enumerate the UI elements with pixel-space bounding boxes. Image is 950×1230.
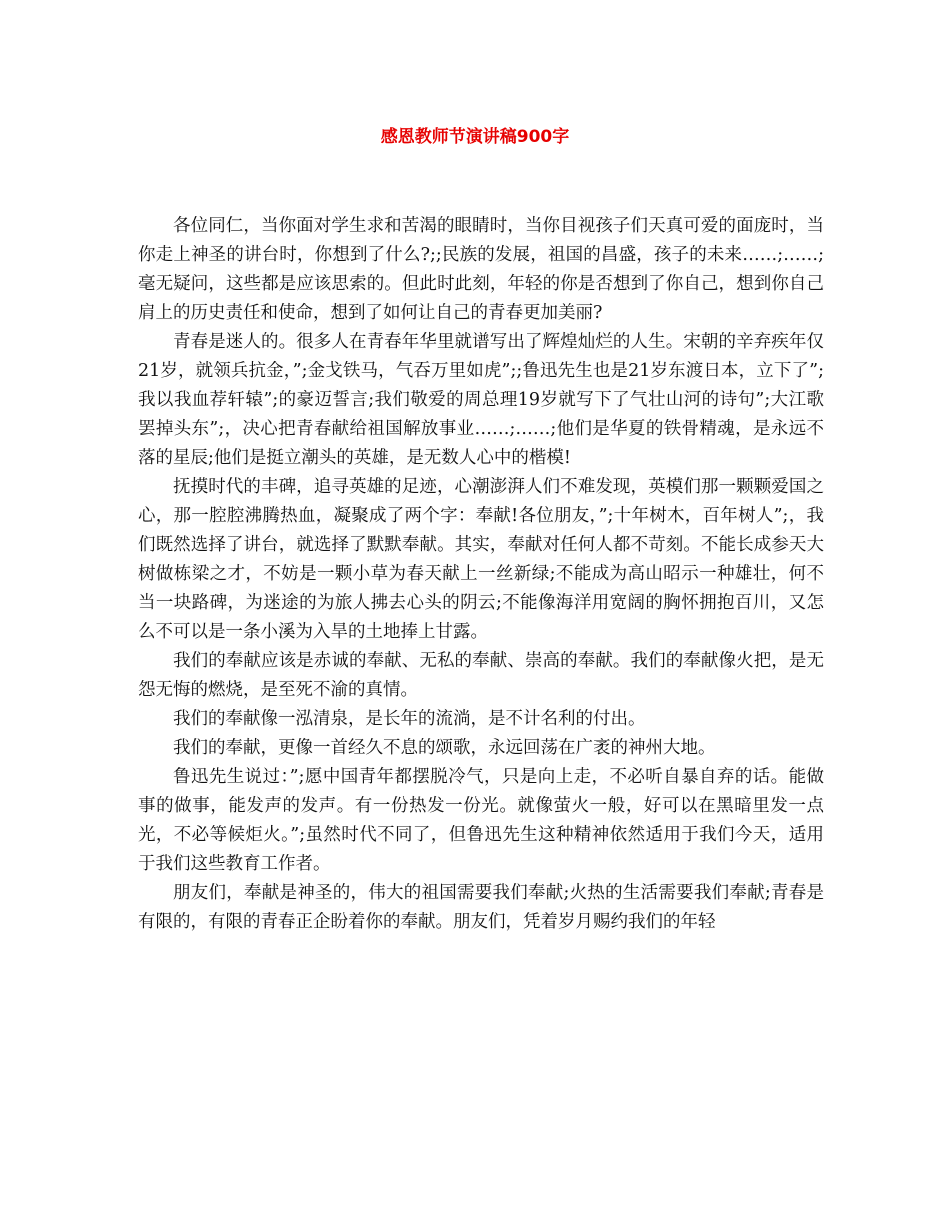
paragraph: 鲁迅先生说过：”;愿中国青年都摆脱冷气，只是向上走，不必听自暴自弃的话。能做事的做事，能发声的发声。有一份热发一份光。就像萤火一般，好可以在黑暗里发一点光，不必等候炬火。”;虽然时代不同了，但鲁迅先生这种精神依然适用于我们今天，适用于我们这些教育工作者。 bbox=[138, 767, 824, 874]
paragraph: 抚摸时代的丰碑，追寻英雄的足迹，心潮澎湃人们不难发现，英模们那一颗颗爱国之心，那一腔腔沸腾热血，凝聚成了两个字：奉献!各位朋友，”;十年树木，百年树人”;，我们既然选择了讲台，就选择了默默奉献。其实，奉献对任何人都不苛刻。不能长成参天大树做栋梁之才，不妨是一颗小草为春天献上一丝新绿;不能成为高山昭示一种雄壮，何不当一块路碑，为迷途的为旅人拂去心头的阴云;不能像海洋用宽阔的胸怀拥抱百川，又怎么不可以是一条小溪为入旱的土地捧上甘露。 bbox=[138, 477, 824, 642]
paragraph: 各位同仁，当你面对学生求和苦渴的眼睛时，当你目视孩子们天真可爱的面庞时，当你走上神圣的讲台时，你想到了什么?;;民族的发展，祖国的昌盛，孩子的未来……;……;毫无疑问，这些都是应该思索的。但此时此刻，年轻的你是否想到了你自己，想到你自己肩上的历史责任和使命，想到了如何让自己的青春更加美丽? bbox=[138, 216, 824, 323]
paragraph: 我们的奉献，更像一首经久不息的颂歌，永远回荡在广袤的神州大地。 bbox=[173, 738, 716, 758]
document-body bbox=[138, 212, 824, 937]
paragraph: 青春是迷人的。很多人在青春年华里就谱写出了辉煌灿烂的人生。宋朝的辛弃疾年仅21岁，就领兵抗金，”;金戈铁马，气吞万里如虎”;;鲁迅先生也是21岁东渡日本，立下了”;我以我血荐轩辕”;的豪迈誓言;我们敬爱的周总理19岁就写下了气壮山河的诗句”;大江歌罢掉头东”;，决心把青春献给祖国解放事业……;……;他们是华夏的铁骨精魂，是永远不落的星辰;他们是挺立潮头的英雄，是无数人心中的楷模! bbox=[138, 332, 824, 468]
document-title: 感恩教师节演讲稿900字 bbox=[380, 127, 570, 147]
paragraph: 我们的奉献像一泓清泉，是长年的流淌，是不计名利的付出。 bbox=[173, 709, 646, 729]
paragraph: 朋友们，奉献是神圣的，伟大的祖国需要我们奉献;火热的生活需要我们奉献;青春是有限的，有限的青春正企盼着你的奉献。朋友们，凭着岁月赐约我们的年轻 bbox=[138, 883, 824, 932]
paragraph: 我们的奉献应该是赤诚的奉献、无私的奉献、崇高的奉献。我们的奉献像火把，是无怨无悔的燃烧，是至死不渝的真情。 bbox=[138, 651, 824, 700]
